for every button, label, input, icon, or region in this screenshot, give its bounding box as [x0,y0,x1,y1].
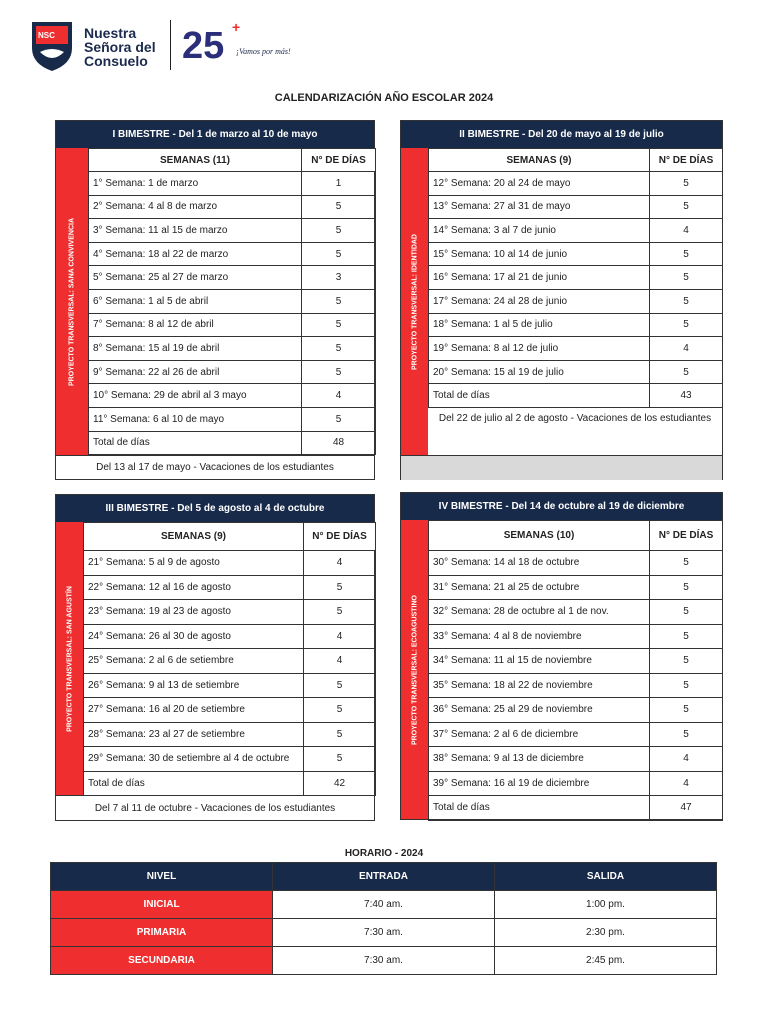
schedule-exit: 2:30 pm. [495,919,717,947]
table-row [89,266,376,290]
bimestre-2-vacation-note: Del 22 de julio al 2 de agosto - Vacaciones de los estudiantes [438,413,712,424]
week-label: 10° Semana: 29 de abril al 3 mayo [89,384,302,408]
week-label: 35° Semana: 18 al 22 de noviembre [429,673,650,698]
bimestre-3-vacation-note: Del 7 al 11 de octubre - Vacaciones de los estudiantes [56,795,374,820]
week-label: 36° Semana: 25 al 29 de noviembre [429,698,650,723]
anniversary-tagline: ¡Vamos por más! [236,47,291,56]
header-divider [170,20,171,70]
shield-text: NSC [38,31,55,40]
table-row [84,747,376,772]
day-count: 5 [650,600,723,625]
day-count: 5 [302,195,376,219]
week-label: 33° Semana: 4 al 8 de noviembre [429,624,650,649]
bimestre-1-table [88,148,376,455]
day-count: 5 [650,649,723,674]
day-count: 3 [302,266,376,290]
week-label: 2° Semana: 4 al 8 de marzo [89,195,302,219]
week-label: 9° Semana: 22 al 26 de abril [89,360,302,384]
day-count: 4 [304,649,376,674]
schedule-level: INICIAL [51,891,273,919]
bimestre-1-side-label: PROYECTO TRANSVERSAL: SANA CONVIVENCIA [56,148,88,455]
table-row [429,673,723,698]
bimestre-4-side-label: PROYECTO TRANSVERSAL: ECOAGUSTINO [401,520,428,819]
week-label: 37° Semana: 2 al 6 de diciembre [429,722,650,747]
table-row [429,600,723,625]
table-row [84,600,376,625]
week-label: 13° Semana: 27 al 31 de mayo [429,195,650,219]
school-name-line-1: Nuestra [84,25,137,41]
schedule-entry: 7:40 am. [273,891,495,919]
table-row [429,242,723,266]
day-count: 5 [302,407,376,431]
table-row [429,747,723,772]
bimestre-1-vacation-note: Del 13 al 17 de mayo - Vacaciones de los estudiantes [56,455,374,479]
schedule-exit: 1:00 pm. [495,891,717,919]
bimestre-3-title: III BIMESTRE - Del 5 de agosto al 4 de octubre [56,495,374,522]
day-count: 4 [304,551,376,576]
week-label: 8° Semana: 15 al 19 de abril [89,337,302,361]
day-count: 42 [304,771,376,796]
week-label: 3° Semana: 11 al 15 de marzo [89,219,302,243]
day-count: 5 [302,313,376,337]
table-row [429,384,723,408]
bimestre-2-footer [401,455,722,480]
table-row [429,289,723,313]
week-label: 38° Semana: 9 al 13 de diciembre [429,747,650,772]
table-row [429,219,723,243]
schedule-entry: 7:30 am. [273,947,495,975]
svg-text:+: + [232,19,241,35]
day-count: 4 [650,219,723,243]
day-count: 4 [650,337,723,361]
week-label: Total de días [429,384,650,408]
table-row [84,698,376,723]
week-label: 19° Semana: 8 al 12 de julio [429,337,650,361]
table-row [89,431,376,455]
day-count: 5 [650,266,723,290]
table-row [84,551,376,576]
day-count: 5 [650,172,723,196]
table-row [89,195,376,219]
week-label: 21° Semana: 5 al 9 de agosto [84,551,304,576]
table-row [429,195,723,219]
day-count: 5 [304,722,376,747]
week-label: 12° Semana: 20 al 24 de mayo [429,172,650,196]
school-header [30,18,330,74]
weeks-header: SEMANAS (11) [89,149,302,172]
day-count: 5 [302,219,376,243]
week-label: 17° Semana: 24 al 28 de junio [429,289,650,313]
day-count: 5 [302,289,376,313]
week-label: 22° Semana: 12 al 16 de agosto [84,575,304,600]
table-row [429,575,723,600]
day-count: 4 [302,384,376,408]
week-label: 26° Semana: 9 al 13 de setiembre [84,673,304,698]
table-row [429,313,723,337]
bimestre-2-title: II BIMESTRE - Del 20 de mayo al 19 de julio [401,121,722,148]
week-label: 28° Semana: 23 al 27 de setiembre [84,722,304,747]
days-header: N° DE DÍAS [650,521,723,551]
schedule-level: PRIMARIA [51,919,273,947]
table-row [84,722,376,747]
day-count: 5 [302,242,376,266]
bimestre-3-panel [55,494,375,821]
schedule-title: HORARIO - 2024 [344,848,424,859]
days-header: N° DE DÍAS [302,149,376,172]
day-count: 4 [304,624,376,649]
day-count: 5 [650,575,723,600]
table-row [429,337,723,361]
day-count: 5 [302,337,376,361]
table-row [429,172,723,196]
week-label: 24° Semana: 26 al 30 de agosto [84,624,304,649]
week-label: 14° Semana: 3 al 7 de junio [429,219,650,243]
day-count: 4 [650,747,723,772]
day-count: 43 [650,384,723,408]
week-label: 18° Semana: 1 al 5 de julio [429,313,650,337]
table-row [429,360,723,384]
schedule-exit: 2:45 pm. [495,947,717,975]
day-count: 1 [302,172,376,196]
bimestre-1-title: I BIMESTRE - Del 1 de marzo al 10 de mayo [56,121,374,148]
week-label: Total de días [429,796,650,821]
weeks-header: SEMANAS (10) [429,521,650,551]
day-count: 4 [650,771,723,796]
week-label: 7° Semana: 8 al 12 de abril [89,313,302,337]
anniversary-number: 25 [182,25,225,67]
school-name [84,26,156,68]
week-label: 1° Semana: 1 de marzo [89,172,302,196]
week-label: 15° Semana: 10 al 14 de junio [429,242,650,266]
school-shield-logo [30,18,74,72]
bimestre-3-side-label: PROYECTO TRANSVERSAL: SAN AGUSTÍN [56,522,83,795]
bimestre-1-panel [55,120,375,480]
table-row [89,384,376,408]
bimestre-4-title: IV BIMESTRE - Del 14 de octubre al 19 de diciembre [401,493,722,520]
table-row [89,313,376,337]
schedule-table [50,862,717,975]
day-count: 5 [650,698,723,723]
week-label: 16° Semana: 17 al 21 de junio [429,266,650,290]
school-name-line-3: Consuelo [84,53,148,69]
day-count: 5 [650,624,723,649]
table-row [89,242,376,266]
week-label: 31° Semana: 21 al 25 de octubre [429,575,650,600]
day-count: 5 [650,313,723,337]
table-row [429,698,723,723]
days-header: N° DE DÍAS [304,523,376,551]
table-row [429,649,723,674]
table-row [429,266,723,290]
week-label: 11° Semana: 6 al 10 de mayo [89,407,302,431]
day-count: 5 [650,360,723,384]
bimestre-4-panel [400,492,723,820]
days-header: N° DE DÍAS [650,149,723,172]
week-label: 25° Semana: 2 al 6 de setiembre [84,649,304,674]
table-row [84,771,376,796]
week-label: Total de días [84,771,304,796]
day-count: 48 [302,431,376,455]
table-row [429,551,723,576]
day-count: 5 [650,289,723,313]
table-row [89,219,376,243]
day-count: 5 [304,600,376,625]
day-count: 5 [302,360,376,384]
week-label: 30° Semana: 14 al 18 de octubre [429,551,650,576]
week-label: 39° Semana: 16 al 19 de diciembre [429,771,650,796]
table-row [89,289,376,313]
table-row [89,172,376,196]
table-row [89,360,376,384]
day-count: 5 [304,575,376,600]
week-label: 27° Semana: 16 al 20 de setiembre [84,698,304,723]
week-label: 20° Semana: 15 al 19 de julio [429,360,650,384]
bimestre-2-panel [400,120,723,480]
day-count: 5 [304,698,376,723]
day-count: 5 [304,673,376,698]
week-label: 5° Semana: 25 al 27 de marzo [89,266,302,290]
anniversary-logo [180,19,291,70]
table-row [84,673,376,698]
table-row [429,722,723,747]
table-row [84,649,376,674]
bimestre-4-table [428,520,723,821]
weeks-header: SEMANAS (9) [84,523,304,551]
school-name-line-2: Señora del [84,39,156,55]
table-row [84,575,376,600]
week-label: 29° Semana: 30 de setiembre al 4 de octubre [84,747,304,772]
table-row [429,624,723,649]
week-label: 6° Semana: 1 al 5 de abril [89,289,302,313]
table-row [84,624,376,649]
bimestre-2-side-label: PROYECTO TRANSVERSAL: IDENTIDAD [401,148,428,455]
day-count: 5 [304,747,376,772]
bimestre-2-table [428,148,723,408]
table-row [429,771,723,796]
schedule-header-entry: ENTRADA [273,863,495,891]
day-count: 47 [650,796,723,821]
schedule-header-exit: SALIDA [495,863,717,891]
week-label: 4° Semana: 18 al 22 de marzo [89,242,302,266]
week-label: 34° Semana: 11 al 15 de noviembre [429,649,650,674]
schedule-entry: 7:30 am. [273,919,495,947]
schedule-level: SECUNDARIA [51,947,273,975]
table-row [89,407,376,431]
bimestre-3-table [83,522,376,796]
day-count: 5 [650,242,723,266]
page-title: CALENDARIZACIÓN AÑO ESCOLAR 2024 [274,92,494,104]
day-count: 5 [650,673,723,698]
week-label: 32° Semana: 28 de octubre al 1 de nov. [429,600,650,625]
week-label: Total de días [89,431,302,455]
week-label: 23° Semana: 19 al 23 de agosto [84,600,304,625]
table-row [89,337,376,361]
weeks-header: SEMANAS (9) [429,149,650,172]
day-count: 5 [650,195,723,219]
schedule-header-level: NIVEL [51,863,273,891]
table-row [429,796,723,821]
day-count: 5 [650,722,723,747]
day-count: 5 [650,551,723,576]
